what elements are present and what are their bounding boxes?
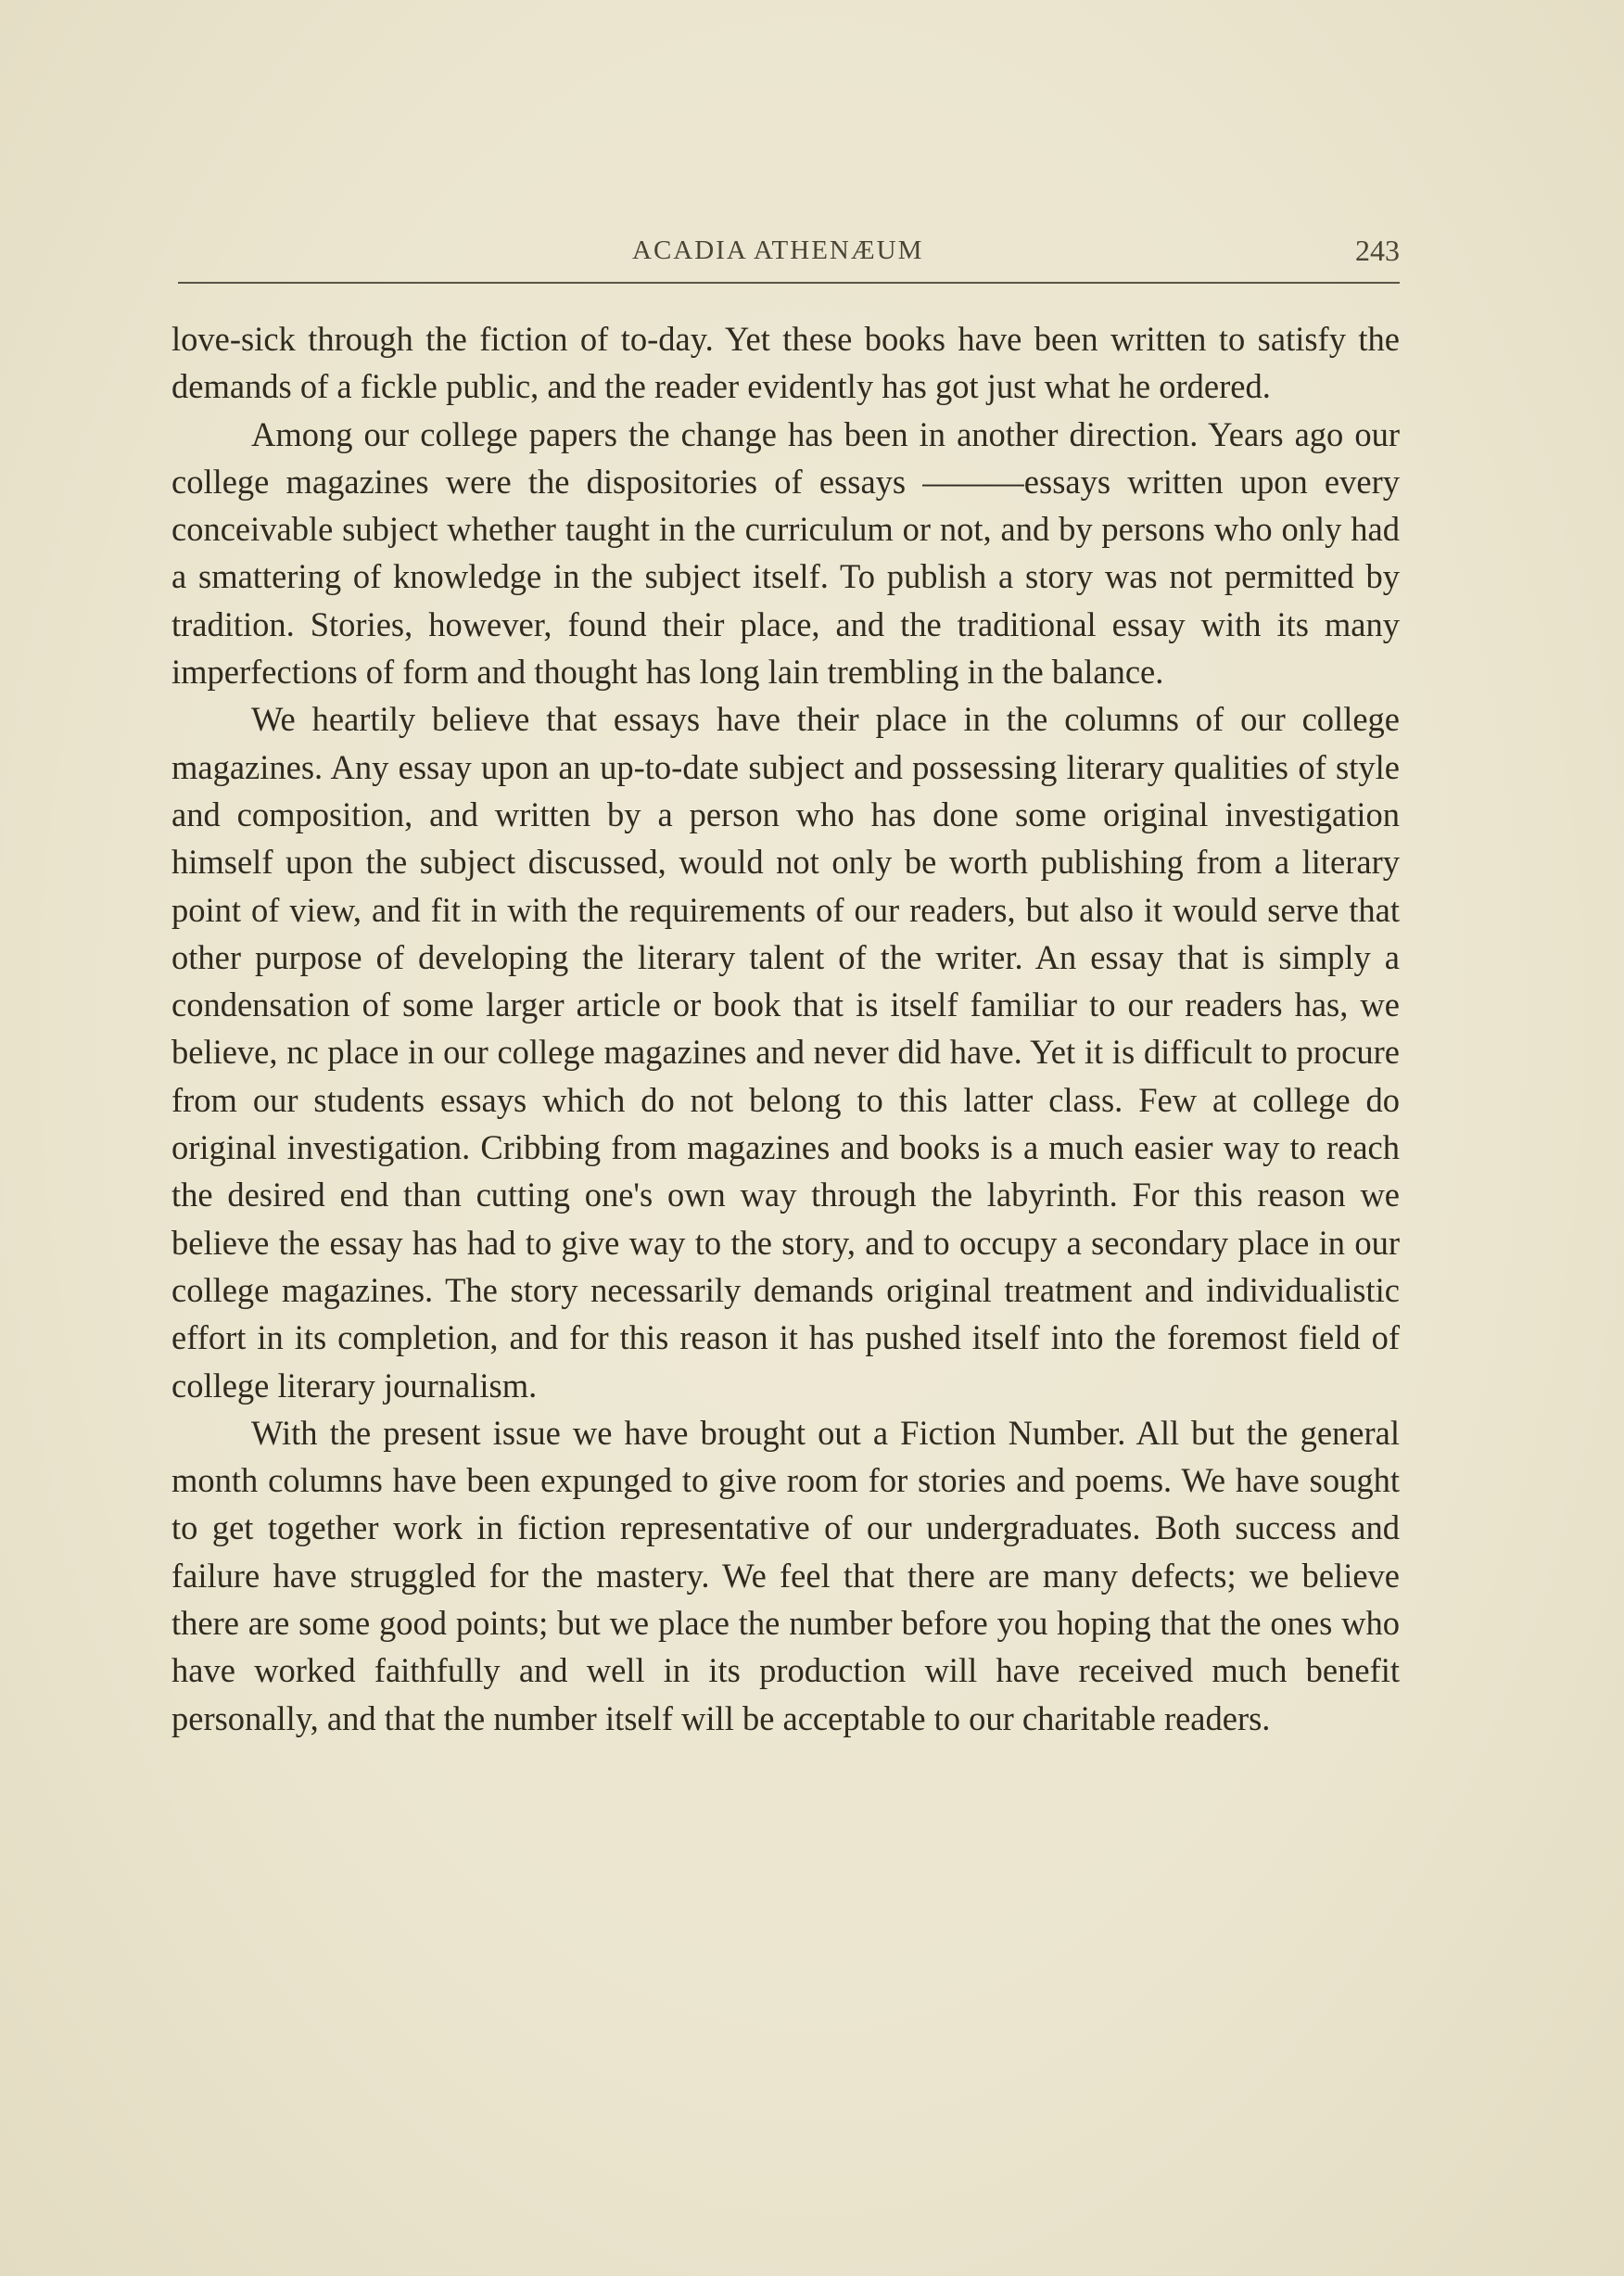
- page-number: 243: [1355, 234, 1400, 267]
- paragraph-continuation: love-sick through the fiction of to-day. Yet these books have been written to satisfy the demands of a fickle public, and the reader evidently has got just what he ordered.: [171, 320, 1400, 406]
- paragraph-college-papers: Among our college papers the change has been in another direction. Years ago our college magazines were the dispositories of essays ———essays written upon every conceivable subject whether taught in the curriculum or not, and by persons who only had a smattering of knowledge in the subject itself. To publish a story was not permitted by tradition. Stories, however, found their place, and the traditional essay with its many imperfections of form and thought has long lain trembling in the balance.: [171, 414, 1400, 692]
- article-body: [171, 315, 1400, 1742]
- journal-title: ACADIA ATHENÆUM: [632, 235, 924, 265]
- running-head: [178, 232, 1400, 284]
- paragraph-fiction-number: With the present issue we have brought out a Fiction Number. All but the general month columns have been expunged to give room for stories and poems. We have sought to get together work in fiction representative of our undergraduates. Both success and failure have struggled for the mastery. We feel that there are many defects; we believe there are some good points; but we place the number before you hoping that the ones who have worked faithfully and well in its production will have received much benefit personally, and that the number itself will be acceptable to our charitable readers.: [171, 1413, 1400, 1737]
- paragraph-essays: We heartily believe that essays have their place in the columns of our college magazines. Any essay upon an up-to-date subject and possessing literary qualities of style and composition, and written by a person who has done some original investigation himself upon the subject discussed, would not only be worth publishing from a literary point of view, and fit in with the requirements of our readers, but also it would serve that other purpose of developing the literary talent of the writer. An essay that is simply a condensation of some larger article or book that is itself familiar to our readers has, we believe, nc place in our college magazines and never did have. Yet it is difficult to procure from our students essays which do not belong to this latter class. Few at college do original investigation. Cribbing from magazines and books is a much easier way to reach the desired end than cutting one's own way through the labyrinth. For this reason we believe the essay has had to give way to the story, and to occupy a secondary place in our college magazines. The story necessarily demands original treatment and individualistic effort in its completion, and for this reason it has pushed itself into the foremost field of college literary journalism.: [171, 700, 1400, 1405]
